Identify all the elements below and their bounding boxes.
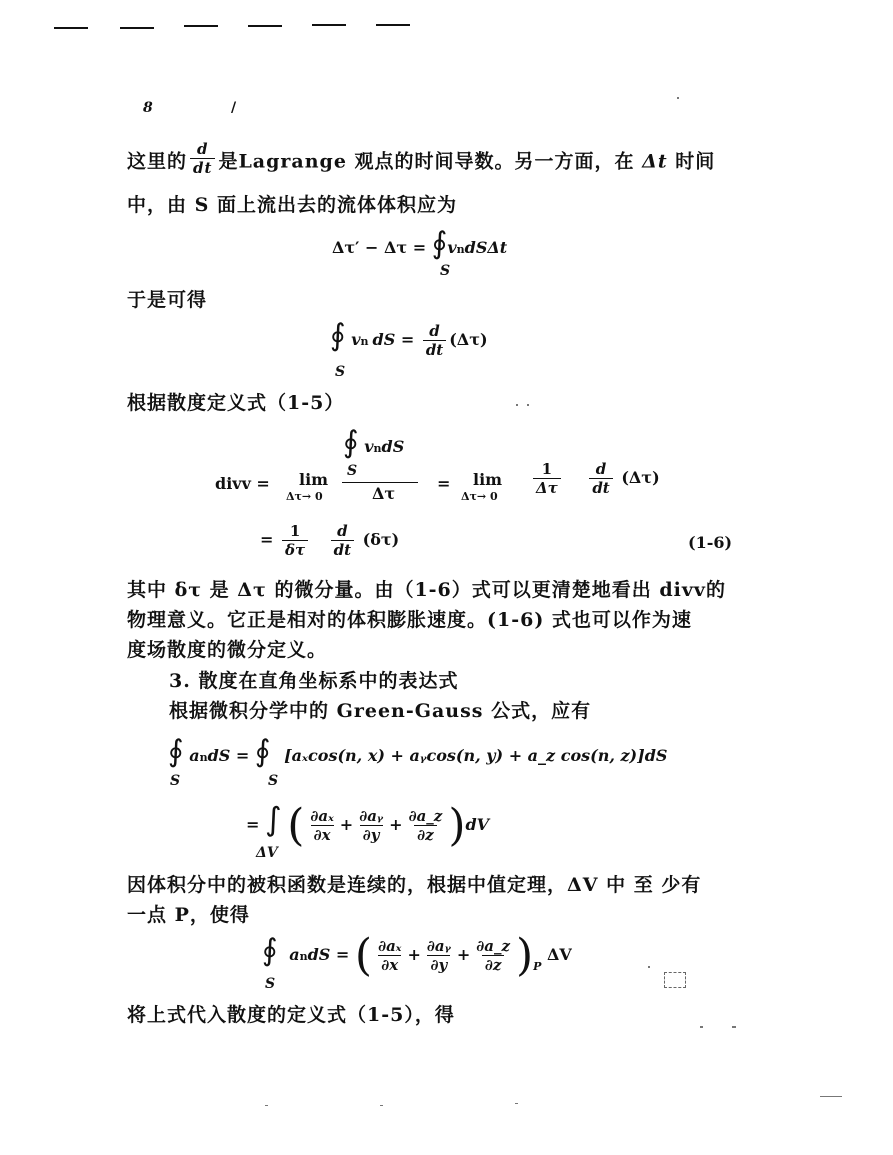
eq2-fraction <box>423 322 446 359</box>
eq5-under-right: S <box>268 773 279 789</box>
equation-1 <box>332 226 507 261</box>
eq3-lhs: divv = <box>215 474 270 493</box>
eq2-sub: n <box>360 335 369 348</box>
eq1-lhs: Δτ′ − Δτ = <box>332 238 427 257</box>
paragraph-3: 根据散度定义式（1-5） <box>127 392 345 414</box>
eq6-p1-den: ∂x <box>311 825 334 844</box>
eq2-integrand: v <box>351 330 361 349</box>
eq7-p2-den: ∂y <box>427 955 450 974</box>
eq5-lhs-rest: dS = <box>207 746 250 765</box>
eq7-p3-den: ∂z <box>482 955 505 974</box>
frac-num: d <box>196 140 209 158</box>
eq3-frac1 <box>533 460 561 497</box>
contour-integral-icon: ∮ <box>431 226 448 261</box>
paragraph-4-line-1: 其中 δτ 是 Δτ 的微分量。由（1-6）式可以更清楚地看出 divv的 <box>127 579 726 601</box>
eq4-frac1-num: 1 <box>289 522 301 540</box>
eq7-plus1: + <box>407 945 421 964</box>
scan-speck <box>265 1105 268 1106</box>
eq1-integrand: v <box>447 238 457 257</box>
header-rule-4 <box>248 25 282 27</box>
scan-speck <box>527 404 529 406</box>
eq2-rest: dS = <box>372 330 415 349</box>
eq5-rhs: [a <box>284 746 303 765</box>
scan-speck <box>820 1096 842 1097</box>
scan-artifact-box <box>664 972 686 988</box>
fraction-d-dt <box>190 140 215 177</box>
header-mark-right: / <box>231 100 237 116</box>
eq6-p2-num: ∂aᵧ <box>359 807 384 825</box>
scan-speck <box>515 1103 518 1104</box>
paragraph-1-line-1 <box>127 140 716 181</box>
eq5-rhs-terms: ₓcos(n, x) + aᵧcos(n, y) + a_z cos(n, z)]dS <box>302 746 668 765</box>
eq6-p2 <box>356 807 386 844</box>
eq5-lhs-integrand: a <box>189 746 200 765</box>
scan-speck <box>732 1026 736 1028</box>
header-mark-left: 8 <box>143 100 153 116</box>
eq5-lhs-sub: n <box>199 751 208 764</box>
header-rule-2 <box>120 27 154 29</box>
paragraph-6-line-1: 因体积分中的被积函数是连续的，根据中值定理，ΔV 中 至 少有 <box>127 874 702 896</box>
paragraph-4-line-2: 物理意义。它正是相对的体积膨胀速度。(1-6) 式也可以作为速 <box>127 609 692 631</box>
eq3-big-frac-bar <box>342 482 418 483</box>
eq3-top-integrand: v <box>364 437 374 456</box>
eq6-tail: dV <box>465 815 490 834</box>
eq3-lim: lim <box>299 470 329 489</box>
paragraph-7: 将上式代入散度的定义式（1-5），得 <box>127 1004 455 1026</box>
paragraph-5: 根据微积分学中的 Green-Gauss 公式，应有 <box>169 700 592 722</box>
eq6-plus2: + <box>389 815 403 834</box>
eq3-top <box>343 425 404 460</box>
eq4-number: (1-6) <box>688 533 733 552</box>
contour-integral-icon: ∮ <box>168 734 184 769</box>
eq7-point: P <box>533 960 542 973</box>
eq4-frac2 <box>331 522 354 559</box>
header-rule-1 <box>54 27 88 29</box>
frac-den: dt <box>190 158 215 177</box>
equation-2 <box>330 318 488 359</box>
eq2-under: S <box>335 364 346 380</box>
scan-speck <box>380 1105 383 1106</box>
equation-6 <box>246 800 489 851</box>
paren-right: ) <box>448 800 466 851</box>
paragraph-4-line-3: 度场散度的微分定义。 <box>127 639 328 661</box>
delta-t: Δt <box>642 150 668 173</box>
eq2-tail: (Δτ) <box>449 330 488 349</box>
eq7-plus2: + <box>456 945 471 964</box>
scan-speck <box>677 97 679 99</box>
equation-5 <box>168 734 667 769</box>
paragraph-6-line-2: 一点 P，使得 <box>127 904 250 926</box>
eq4-tail: (δτ) <box>362 530 400 549</box>
eq3-den: Δτ <box>372 484 396 503</box>
eq6-eq: = <box>246 815 260 834</box>
eq3-frac1-den: Δτ <box>533 478 561 497</box>
eq7-p1-den: ∂x <box>378 955 401 974</box>
eq3-tail: (Δτ) <box>621 468 660 487</box>
eq3-frac2 <box>589 460 612 497</box>
header-rule-3 <box>184 25 218 27</box>
paren-left: ( <box>354 930 373 981</box>
eq7-p3-num: ∂a_z <box>476 937 510 955</box>
eq3-frac1-num: 1 <box>541 460 553 478</box>
eq4-frac2-den: dt <box>331 540 354 559</box>
eq7-p3 <box>473 937 513 974</box>
para1-post: 时间 <box>667 150 716 173</box>
eq6-p2-den: ∂y <box>360 825 383 844</box>
eq7-p1-num: ∂aₓ <box>378 937 402 955</box>
eq3-lim2-sub: Δτ→ 0 <box>461 490 498 503</box>
eq4-frac2-num: d <box>337 522 348 540</box>
eq5-under-left: S <box>170 773 181 789</box>
equation-4 <box>260 522 399 559</box>
para1-pre: 这里的 <box>127 150 188 173</box>
equation-7 <box>262 930 572 981</box>
eq3-under-s: S <box>347 463 358 479</box>
eq7-rest: dS = <box>307 945 350 964</box>
eq1-under: S <box>440 263 451 279</box>
paragraph-2: 于是可得 <box>127 289 208 311</box>
eq3-top-sub: n <box>373 442 382 455</box>
eq6-plus1: + <box>339 815 354 834</box>
eq6-p3 <box>406 807 446 844</box>
eq3-fracs <box>530 460 660 497</box>
paren-left: ( <box>287 800 305 851</box>
eq3-eq: = <box>437 474 451 493</box>
eq3-top-rest: dS <box>381 437 405 456</box>
para1-mid: 是Lagrange 观点的时间导数。另一方面，在 <box>218 150 643 173</box>
eq6-p1 <box>307 807 336 844</box>
header-rule-5 <box>312 24 346 26</box>
contour-integral-icon: ∮ <box>343 425 359 460</box>
contour-integral-icon: ∮ <box>262 933 278 968</box>
eq7-under: S <box>265 976 276 992</box>
eq7-sub: n <box>299 950 308 963</box>
eq6-p1-num: ∂aₓ <box>310 807 334 825</box>
scan-speck <box>700 1026 703 1028</box>
contour-integral-icon: ∮ <box>254 734 271 769</box>
eq7-tail: ΔV <box>547 945 572 964</box>
eq7-p2 <box>424 937 454 974</box>
eq3-frac2-num: d <box>595 460 607 478</box>
eq4-frac1-den: δτ <box>282 540 308 559</box>
eq2-frac-num: d <box>429 322 440 340</box>
header-rule-6 <box>376 24 410 26</box>
eq7-p2-num: ∂aᵧ <box>426 937 451 955</box>
eq2-frac-den: dt <box>423 340 446 359</box>
eq4-eq: = <box>260 530 274 549</box>
eq3-frac2-den: dt <box>589 478 612 497</box>
scan-speck <box>648 966 650 968</box>
scan-speck <box>516 404 518 406</box>
integral-icon: ∫ <box>264 800 282 838</box>
eq7-integrand: a <box>289 945 300 964</box>
eq4-frac1 <box>282 522 308 559</box>
eq1-sub: n <box>456 243 465 256</box>
paren-right: ) <box>515 930 534 981</box>
eq7-p1 <box>375 937 404 974</box>
eq1-rest: dSΔt <box>464 238 508 257</box>
section-heading: 3. 散度在直角坐标系中的表达式 <box>169 670 459 692</box>
contour-integral-icon: ∮ <box>330 318 346 353</box>
paragraph-1-line-2: 中，由 S 面上流出去的流体体积应为 <box>127 194 457 216</box>
eq3-lim2: lim <box>473 470 503 489</box>
eq6-p3-den: ∂z <box>414 825 437 844</box>
eq6-p3-num: ∂a_z <box>408 807 443 825</box>
eq6-under: ΔV <box>256 845 278 861</box>
eq3-lim-sub: Δτ→ 0 <box>286 490 323 503</box>
